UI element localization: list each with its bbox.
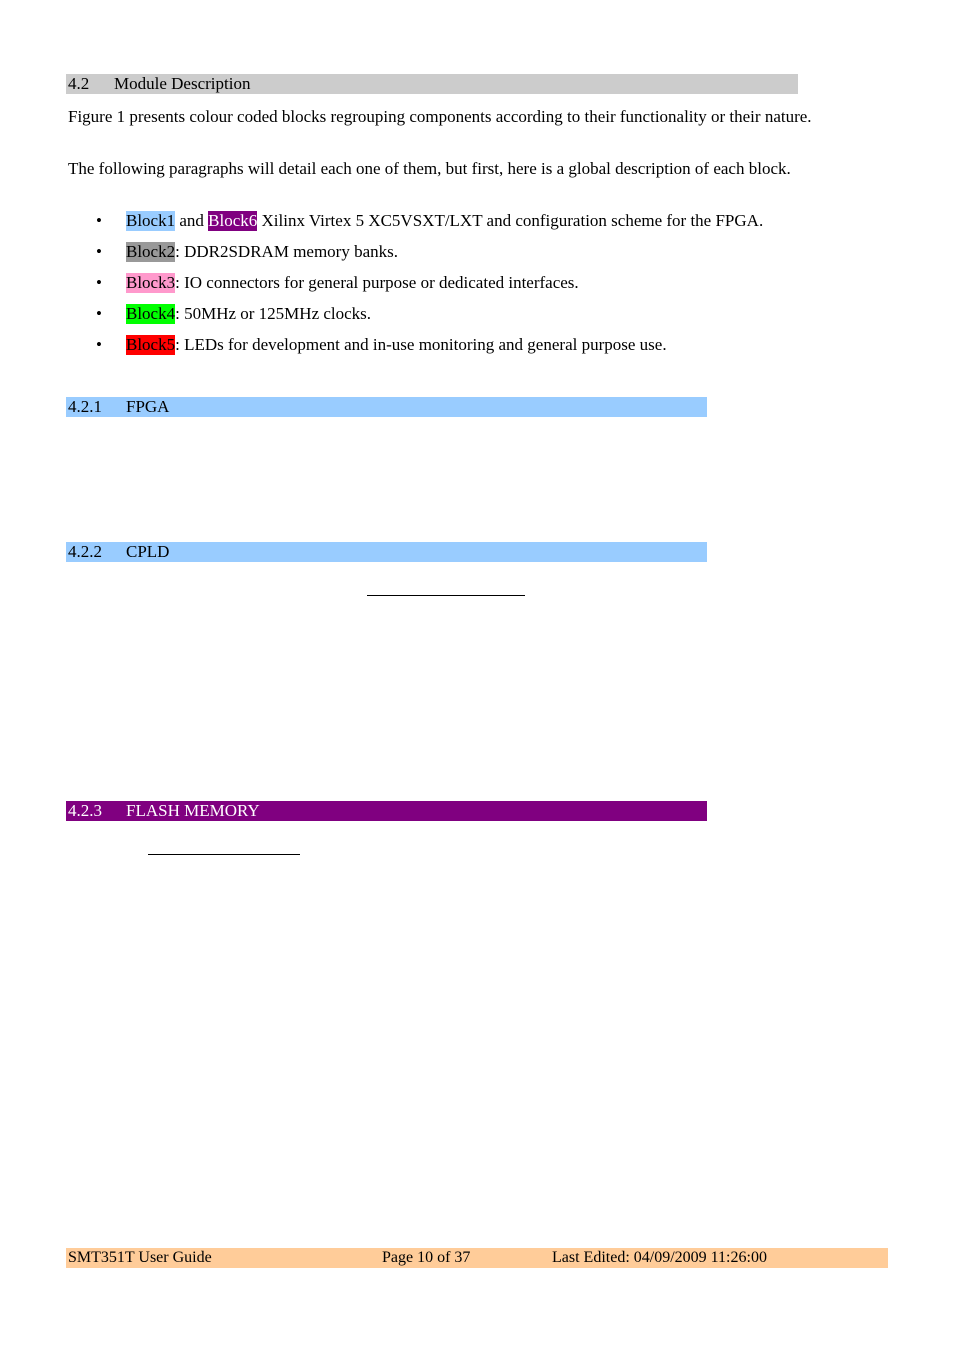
bullet-icon: • [96, 242, 102, 261]
bullet-icon: • [96, 273, 102, 292]
intro-paragraph: Figure 1 presents colour coded blocks regrouping components according to their functionality or their nature. [68, 107, 812, 126]
bullet-icon: • [96, 211, 102, 230]
section-heading [66, 74, 798, 94]
footer-page-number: Page 10 of 37 [382, 1249, 471, 1266]
block3-description: : IO connectors for general purpose or dedicated interfaces. [175, 273, 579, 292]
block-joiner: and [175, 211, 209, 230]
subsection-heading-cpld [66, 542, 707, 562]
underline-rule [148, 854, 300, 855]
subsection-title: CPLD [126, 542, 170, 561]
block1-description: Xilinx Virtex 5 XC5VSXT/LXT and configuration scheme for the FPGA. [257, 211, 764, 230]
description-paragraph: The following paragraphs will detail each one of them, but first, here is a global description of each block. [68, 159, 791, 178]
block5-description: : LEDs for development and in-use monitoring and general purpose use. [175, 335, 667, 354]
section-title: Module Description [114, 74, 251, 93]
footer-document-title: SMT351T User Guide [68, 1249, 212, 1266]
page-footer [66, 1248, 888, 1268]
footer-last-edited: Last Edited: 04/09/2009 11:26:00 [552, 1249, 767, 1266]
bullet-icon: • [96, 304, 102, 323]
list-item [96, 272, 579, 294]
subsection-heading-fpga [66, 397, 707, 417]
subsection-number: 4.2.3 [68, 801, 102, 820]
subsection-title: FLASH MEMORY [126, 801, 260, 820]
subsection-heading-flash [66, 801, 707, 821]
block4-description: : 50MHz or 125MHz clocks. [175, 304, 372, 323]
list-item [96, 241, 398, 263]
section-number: 4.2 [68, 74, 90, 93]
bullet-icon: • [96, 335, 102, 354]
list-item [96, 334, 667, 356]
list-item [96, 210, 763, 232]
block5-label: Block5 [126, 335, 176, 354]
subsection-number: 4.2.1 [68, 397, 102, 416]
list-item [96, 303, 371, 325]
underline-rule [367, 595, 525, 596]
block4-label: Block4 [126, 304, 176, 323]
block3-label: Block3 [126, 273, 176, 292]
subsection-title: FPGA [126, 397, 170, 416]
subsection-number: 4.2.2 [68, 542, 102, 561]
block2-description: : DDR2SDRAM memory banks. [175, 242, 399, 261]
block1-label: Block1 [126, 211, 176, 230]
block6-label: Block6 [208, 211, 258, 230]
block2-label: Block2 [126, 242, 176, 261]
